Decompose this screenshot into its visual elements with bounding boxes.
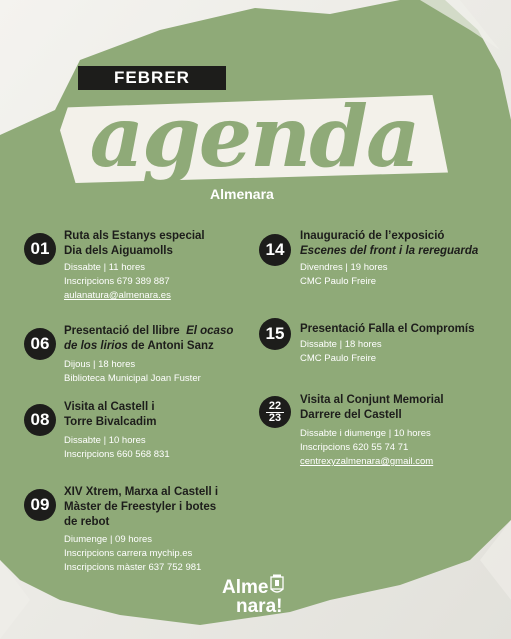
event-title: Presentació del llibre El ocaso de los lirios de Antoni Sanz bbox=[64, 325, 234, 352]
event-details bbox=[64, 533, 201, 575]
event-venue: CMC Paulo Freire bbox=[300, 353, 377, 364]
event-title: Visita al Castell i Torre Bivalcadim bbox=[64, 401, 157, 428]
event-details bbox=[64, 358, 201, 386]
event-details bbox=[64, 434, 170, 462]
day-badge: 09 bbox=[24, 489, 56, 521]
event-details bbox=[300, 261, 388, 289]
event-time: Dissabte | 18 hores bbox=[300, 339, 382, 350]
event-time: Diumenge | 09 hores bbox=[64, 534, 153, 545]
event-time: Dissabte | 11 hores bbox=[64, 262, 145, 273]
event-email-link[interactable]: centrexyzalmenara@gmail.com bbox=[300, 456, 434, 467]
event-contact: Inscripcions màster 637 752 981 bbox=[64, 562, 202, 573]
event-time: Dissabte i diumenge | 10 hores bbox=[300, 428, 431, 439]
agenda-title: agenda bbox=[89, 87, 419, 186]
day-badge: 06 bbox=[24, 328, 56, 360]
month-label: FEBRER bbox=[78, 66, 226, 90]
event-title: Inauguració de l’exposició Escenes del front i la rereguarda bbox=[300, 230, 479, 257]
event-details bbox=[300, 338, 382, 366]
event-title: XIV Xtrem, Marxa al Castell i Màster de Freestyler i botes de rebot bbox=[64, 486, 219, 528]
event-venue: Biblioteca Municipal Joan Fuster bbox=[64, 373, 201, 384]
event-time: Dissabte | 10 hores bbox=[64, 435, 146, 446]
event-title: Visita al Conjunt Memorial Darrere del Castell bbox=[300, 394, 444, 421]
day-badge: 14 bbox=[259, 234, 291, 266]
event-contact: Inscripcions 660 568 831 bbox=[64, 449, 170, 460]
event-time: Divendres | 19 hores bbox=[300, 262, 388, 273]
event-details bbox=[64, 261, 171, 303]
day-badge: 01 bbox=[24, 233, 56, 265]
event-details bbox=[300, 427, 433, 469]
town-crest-icon bbox=[269, 574, 285, 594]
almenara-logo: Alme nara! bbox=[222, 577, 283, 617]
day-badge: 15 bbox=[259, 318, 291, 350]
event-contact: Inscripcions 620 55 74 71 bbox=[300, 442, 409, 453]
event-contact: Inscripcions carrera mychip.es bbox=[64, 548, 193, 559]
day-badge: 08 bbox=[24, 404, 56, 436]
event-title: Ruta als Estanys especial Dia dels Aiguamolls bbox=[64, 230, 205, 257]
event-time: Dijous | 18 hores bbox=[64, 359, 136, 370]
event-venue: CMC Paulo Freire bbox=[300, 276, 377, 287]
event-title: Presentació Falla el Compromís bbox=[300, 323, 475, 335]
day-badge: 22 23 bbox=[259, 396, 291, 428]
event-contact: Inscripcions 679 389 887 bbox=[64, 276, 170, 287]
town-name: Almenara bbox=[210, 186, 274, 202]
event-email-link[interactable]: aulanatura@almenara.es bbox=[64, 290, 171, 301]
